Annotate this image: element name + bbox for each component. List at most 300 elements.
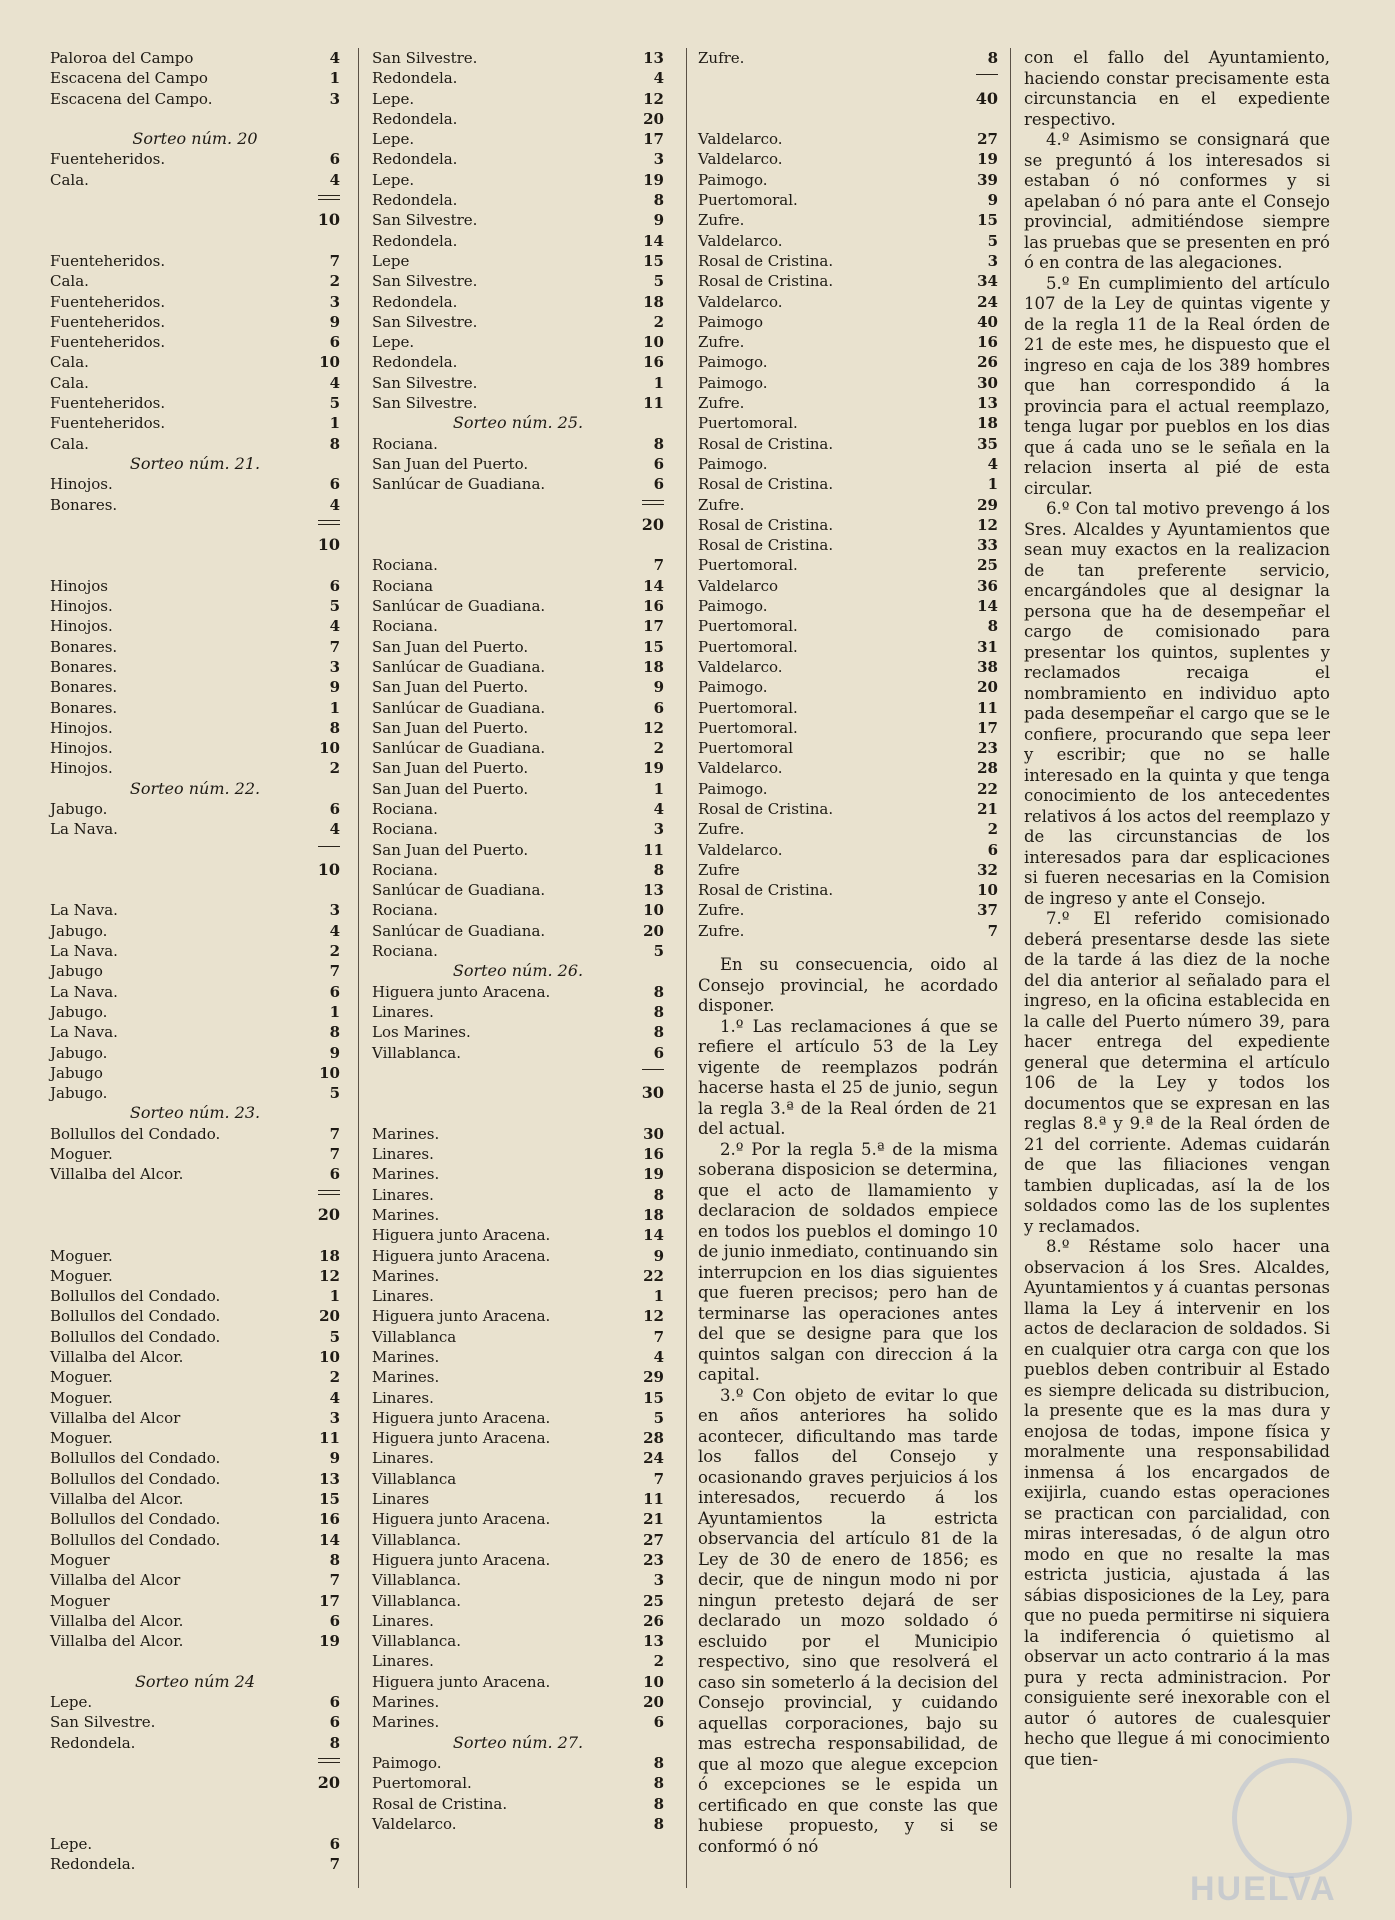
list-item xyxy=(372,434,664,454)
draw-heading: Sorteo núm. 27. xyxy=(452,1732,584,1752)
lot-number: 7 xyxy=(329,1571,340,1590)
list-item xyxy=(372,718,664,738)
lot-number: 5 xyxy=(653,1408,664,1427)
list-item xyxy=(50,1347,340,1367)
town-name: Rosal de Cristina. xyxy=(698,799,834,818)
list-item xyxy=(372,799,664,819)
lot-number: 9 xyxy=(329,1043,340,1062)
town-name: Villalba del Alcor. xyxy=(50,1611,184,1630)
lot-number: 8 xyxy=(653,1002,664,1021)
column-divider xyxy=(358,48,359,1888)
paragraph: 4.º Asimismo se consignará que se preguntó á los interesados si estaban ó nó conformes y si apelaban ó nó para ante el Consejo provincial, admitiéndose siempre las pruebas que se presenten en pró ó en contra de las alegaciones. xyxy=(1024,130,1330,272)
lot-number: 31 xyxy=(977,637,998,656)
list-item xyxy=(698,799,998,819)
lot-number: 5 xyxy=(653,272,664,291)
town-name: Sanlúcar de Guadiana. xyxy=(372,657,546,676)
spacer xyxy=(50,109,340,129)
lot-number: 4 xyxy=(653,1348,664,1366)
lot-number: 7 xyxy=(329,1855,340,1874)
town-name: Villablanca. xyxy=(372,1043,462,1062)
town-name: La Nava. xyxy=(50,982,118,1001)
town-name: Los Marines. xyxy=(372,1023,471,1042)
list-item xyxy=(372,677,664,697)
lot-number: 6 xyxy=(329,475,340,494)
list-item xyxy=(372,1489,664,1509)
lot-number: 3 xyxy=(653,820,664,839)
list-item xyxy=(372,373,664,393)
draw-heading: Sorteo núm 24 xyxy=(134,1671,256,1691)
lot-number: 6 xyxy=(653,475,664,494)
lot-number: 4 xyxy=(329,820,340,839)
town-name: Villalba del Alcor. xyxy=(50,1632,184,1651)
town-name: Linares. xyxy=(372,1652,434,1671)
sum-rule xyxy=(50,190,340,210)
list-item xyxy=(698,698,998,718)
list-item xyxy=(50,1388,340,1408)
town-name: San Silvestre. xyxy=(372,373,478,392)
lot-number: 8 xyxy=(653,191,664,210)
lot-number: 1 xyxy=(653,373,664,392)
lot-number: 20 xyxy=(643,921,664,940)
town-name: Rociana. xyxy=(372,434,438,453)
list-item xyxy=(50,1022,340,1042)
lot-number: 8 xyxy=(653,860,664,879)
lot-number: 30 xyxy=(643,1124,664,1143)
lot-number: 7 xyxy=(329,962,340,981)
town-name: Linares xyxy=(372,1490,430,1509)
list-item xyxy=(372,1286,664,1306)
town-name: Moguer xyxy=(50,1591,110,1610)
lot-number: 9 xyxy=(329,678,340,697)
town-name: Rociana. xyxy=(372,820,438,839)
lot-number: 16 xyxy=(977,333,998,352)
town-name: Hinojos. xyxy=(50,617,113,636)
lot-number: 8 xyxy=(653,1185,664,1204)
list-item xyxy=(50,900,340,920)
list-item xyxy=(698,880,998,900)
lot-number: 20 xyxy=(319,1307,340,1326)
town-name: Paimogo. xyxy=(698,170,768,189)
list-item xyxy=(372,576,664,596)
lot-number: 2 xyxy=(987,820,998,839)
lot-number: 4 xyxy=(653,69,664,88)
lot-number: 10 xyxy=(977,881,998,900)
town-name: Moguer. xyxy=(50,1145,113,1164)
list-item xyxy=(372,393,664,413)
list-item xyxy=(698,657,998,677)
lot-number: 6 xyxy=(653,698,664,717)
town-name: Villablanca. xyxy=(372,1571,462,1590)
list-item xyxy=(50,1550,340,1570)
town-name: San Silvestre. xyxy=(372,49,478,67)
lot-number: 16 xyxy=(643,597,664,616)
town-name: Sanlúcar de Guadiana. xyxy=(372,739,546,758)
lot-number: 8 xyxy=(987,49,998,67)
town-name: Puertomoral. xyxy=(698,414,798,433)
lot-number: 13 xyxy=(643,49,664,67)
lot-number: 18 xyxy=(643,292,664,311)
total-value: 20 xyxy=(641,514,664,534)
lot-number: 9 xyxy=(329,1449,340,1468)
town-name: San Silvestre. xyxy=(372,211,478,230)
lot-number: 5 xyxy=(329,394,340,413)
lot-number: 18 xyxy=(977,414,998,433)
town-name: Hinojos. xyxy=(50,759,113,778)
town-name: Zufre. xyxy=(698,820,745,839)
town-name: Moguer. xyxy=(50,1246,113,1265)
list-item xyxy=(50,1611,340,1631)
list-item xyxy=(372,1530,664,1550)
town-name: Jabugo. xyxy=(50,1043,108,1062)
list-item xyxy=(50,312,340,332)
lot-number: 5 xyxy=(653,942,664,961)
lot-number: 5 xyxy=(329,1084,340,1103)
list-item xyxy=(698,718,998,738)
town-name: Valdelarco. xyxy=(698,150,783,169)
town-name: Marines. xyxy=(372,1713,440,1732)
list-item xyxy=(50,1448,340,1468)
sum-rule-mark xyxy=(318,840,340,860)
list-item xyxy=(372,231,664,251)
paragraph: 3.º Con objeto de evitar lo que en años anteriores ha solido acontecer, dificultando mas tarde los fallos del Consejo y ocasionando graves perjuicios á los interesados, recuerdo á los Ayuntamientos la estricta observancia del artículo 81 de la Ley de 30 de enero de 1856; es decir, que de ningun modo ni por ningun pretesto dejará de ser declarado un mozo soldado ó escluido por el Municipio respectivo, sino que resolverá el caso sin someterlo á la decision del Consejo provincial, y cuidando aquellas corporaciones, bajo su mas estrecha responsabilidad, de que al mozo que alegue excepcion ó excepciones se le espida un certificado en que conste las que hubiese propuesto, y si se conformó ó nó xyxy=(698,1385,998,1856)
list-item xyxy=(372,68,664,88)
draw-heading: Sorteo núm. 22. xyxy=(129,778,261,798)
lot-number: 27 xyxy=(977,130,998,149)
spacer xyxy=(698,109,998,129)
lot-number: 26 xyxy=(977,353,998,372)
town-name: Rociana. xyxy=(372,901,438,920)
list-item xyxy=(50,1043,340,1063)
lot-number: 28 xyxy=(643,1429,664,1448)
town-name: Paimogo. xyxy=(698,779,768,798)
sum-rule xyxy=(50,1185,340,1205)
town-name: Rociana. xyxy=(372,942,438,961)
list-item xyxy=(372,738,664,758)
lot-number: 21 xyxy=(977,799,998,818)
town-name: Higuera junto Aracena. xyxy=(372,1672,551,1691)
list-item xyxy=(50,1083,340,1103)
list-item xyxy=(698,677,998,697)
lot-number: 20 xyxy=(977,678,998,697)
lot-number: 37 xyxy=(977,901,998,920)
list-item xyxy=(372,1164,664,1184)
town-name: Zufre. xyxy=(698,211,745,230)
town-name: Valdelarco xyxy=(698,576,779,595)
list-item xyxy=(50,332,340,352)
town-name: Valdelarco. xyxy=(698,130,783,149)
list-item xyxy=(50,474,340,494)
town-name: Jabugo xyxy=(50,1063,103,1082)
lot-number: 33 xyxy=(977,536,998,555)
lot-number: 17 xyxy=(977,718,998,737)
town-name: Puertomoral. xyxy=(698,718,798,737)
town-name: Villablanca. xyxy=(372,1530,462,1549)
list-item xyxy=(50,738,340,758)
lot-number: 16 xyxy=(643,353,664,372)
town-name: Higuera junto Aracena. xyxy=(372,1550,551,1569)
lot-number: 8 xyxy=(653,982,664,1001)
list-item xyxy=(372,1651,664,1671)
spacer xyxy=(50,231,340,251)
lot-number: 6 xyxy=(329,1165,340,1184)
list-item xyxy=(50,819,340,839)
lot-number: 8 xyxy=(653,1794,664,1813)
list-item xyxy=(50,1266,340,1286)
paragraph: 2.º Por la regla 5.ª de la misma soberana disposicion se determina, que el acto de llamamiento y declaracion de soldados empiece en todos los pueblos el domingo 10 de junio inmediato, continuando sin interrupcion en los dias siguientes que fueren precisos; pero han de terminarse las operaciones antes del que se designe para que los quintos salgan con direccion á la capital. xyxy=(698,1139,998,1385)
town-name: Villalba del Alcor xyxy=(50,1571,181,1590)
town-name: Bollullos del Condado. xyxy=(50,1287,221,1306)
list-item xyxy=(372,251,664,271)
lot-number: 1 xyxy=(329,1002,340,1021)
draw-heading: Sorteo núm. 23. xyxy=(129,1103,261,1123)
town-name: Redondela. xyxy=(372,69,458,88)
paragraph: 5.º En cumplimiento del artículo 107 de la Ley de quintas vigente y de la regla 11 de la Real órden de 21 de este mes, he dispuesto que el ingreso en caja de los 389 hombres que han correspondido á la provincia para el actual reemplazo, tenga lugar por pueblos en los dias que á cada uno se le señala en la relacion inserta al pié de esta circular. xyxy=(1024,273,1330,498)
list-item xyxy=(50,1591,340,1611)
list-item xyxy=(698,149,998,169)
column-divider xyxy=(1010,48,1011,1888)
list-item xyxy=(50,1246,340,1266)
list-item xyxy=(372,292,664,312)
list-item xyxy=(50,1327,340,1347)
lot-number: 6 xyxy=(653,454,664,473)
total-row xyxy=(50,535,340,555)
town-name: Jabugo. xyxy=(50,1084,108,1103)
lot-number: 14 xyxy=(977,597,998,616)
list-item xyxy=(372,1144,664,1164)
list-item xyxy=(698,434,998,454)
list-item xyxy=(372,758,664,778)
lot-number: 6 xyxy=(653,1043,664,1062)
draw-heading: Sorteo núm. 26. xyxy=(452,961,584,981)
lot-number: 6 xyxy=(329,1693,340,1712)
lot-number: 36 xyxy=(977,576,998,595)
town-name: Rociana. xyxy=(372,617,438,636)
list-item xyxy=(372,1327,664,1347)
town-name: Bonares. xyxy=(50,698,118,717)
town-name: Paimogo. xyxy=(698,353,768,372)
town-name: Jabugo. xyxy=(50,1002,108,1021)
town-name: Rosal de Cristina. xyxy=(698,272,834,291)
town-name: Bonares. xyxy=(50,657,118,676)
town-name: Redondela. xyxy=(50,1733,136,1752)
town-name: Marines. xyxy=(372,1205,440,1224)
town-name: Lepe. xyxy=(50,1835,93,1854)
lot-number: 5 xyxy=(987,231,998,250)
lot-number: 7 xyxy=(329,1145,340,1164)
lot-number: 7 xyxy=(653,556,664,575)
list-item xyxy=(698,352,998,372)
lot-number: 13 xyxy=(977,394,998,413)
lot-number: 19 xyxy=(643,170,664,189)
list-item xyxy=(372,555,664,575)
lot-number: 30 xyxy=(977,373,998,392)
total-row xyxy=(50,1205,340,1225)
list-item xyxy=(698,535,998,555)
town-name: Marines. xyxy=(372,1266,440,1285)
list-item xyxy=(50,89,340,109)
town-name: San Juan del Puerto. xyxy=(372,759,529,778)
lot-number: 3 xyxy=(329,901,340,920)
list-item xyxy=(372,109,664,129)
lot-number: 12 xyxy=(319,1266,340,1285)
total-value: 10 xyxy=(317,210,340,230)
list-item xyxy=(698,921,998,941)
lot-number: 4 xyxy=(329,617,340,636)
town-name: Linares. xyxy=(372,1449,434,1468)
list-item xyxy=(698,900,998,920)
town-name: Fuenteheridos. xyxy=(50,333,166,352)
lot-number: 38 xyxy=(977,657,998,676)
town-name: San Silvestre. xyxy=(50,1713,156,1732)
town-name: Rosal de Cristina. xyxy=(698,475,834,494)
town-name: Zufre. xyxy=(698,49,745,67)
town-name: Higuera junto Aracena. xyxy=(372,1226,551,1245)
list-item xyxy=(50,677,340,697)
draw-heading: Sorteo núm. 25. xyxy=(452,413,584,433)
list-item xyxy=(50,251,340,271)
lot-number: 17 xyxy=(643,617,664,636)
list-item xyxy=(50,1834,340,1854)
lot-number: 9 xyxy=(329,312,340,331)
sum-rule xyxy=(50,515,340,535)
lot-number: 1 xyxy=(329,69,340,88)
town-name: Hinojos. xyxy=(50,475,113,494)
list-item xyxy=(372,1631,664,1651)
list-item xyxy=(50,373,340,393)
list-item xyxy=(50,1063,340,1083)
list-item xyxy=(698,495,998,515)
town-name: Lepe. xyxy=(372,130,415,149)
circular-text-part-1 xyxy=(698,955,998,1857)
paragraph: con el fallo del Ayuntamiento, haciendo constar precisamente esta circunstancia en el expediente respectivo. xyxy=(1024,48,1330,129)
list-item xyxy=(372,900,664,920)
lot-number: 14 xyxy=(643,231,664,250)
town-name: Paimogo. xyxy=(698,454,768,473)
town-name: Bollullos del Condado. xyxy=(50,1327,221,1346)
list-item xyxy=(372,1672,664,1692)
town-name: Bonares. xyxy=(50,678,118,697)
lot-number: 13 xyxy=(319,1469,340,1488)
list-item xyxy=(698,474,998,494)
sum-rule-mark xyxy=(642,1063,664,1083)
town-name: Lepe xyxy=(372,251,410,270)
list-item xyxy=(372,89,664,109)
list-item xyxy=(50,961,340,981)
lot-number: 26 xyxy=(643,1611,664,1630)
lot-number: 10 xyxy=(319,1063,340,1082)
town-name: La Nava. xyxy=(50,901,118,920)
list-item xyxy=(372,1611,664,1631)
spacer xyxy=(372,1103,664,1123)
total-row xyxy=(372,1083,664,1103)
town-name: Sanlúcar de Guadiana. xyxy=(372,597,546,616)
list-item xyxy=(372,129,664,149)
list-item xyxy=(372,1022,664,1042)
lot-number: 10 xyxy=(643,333,664,352)
lot-number: 12 xyxy=(643,89,664,108)
list-item xyxy=(698,454,998,474)
town-name: Redondela. xyxy=(372,231,458,250)
lot-number: 1 xyxy=(987,475,998,494)
town-name: Valdelarco. xyxy=(698,657,783,676)
list-item xyxy=(698,251,998,271)
town-name: La Nava. xyxy=(50,942,118,961)
town-name: San Juan del Puerto. xyxy=(372,678,529,697)
list-item xyxy=(372,1591,664,1611)
town-name: Sanlúcar de Guadiana. xyxy=(372,475,546,494)
town-name: Redondela. xyxy=(372,292,458,311)
list-item xyxy=(372,454,664,474)
town-name: Fuenteheridos. xyxy=(50,292,166,311)
total-row xyxy=(50,860,340,880)
list-item xyxy=(50,941,340,961)
lottery-list-column-1 xyxy=(50,48,340,1875)
lottery-list-column-2 xyxy=(372,48,664,1834)
list-item xyxy=(698,373,998,393)
list-item xyxy=(50,68,340,88)
list-item xyxy=(372,921,664,941)
lot-number: 6 xyxy=(329,333,340,352)
lot-number: 9 xyxy=(653,1246,664,1265)
list-item xyxy=(698,231,998,251)
list-item xyxy=(698,576,998,596)
list-item xyxy=(50,1530,340,1550)
town-name: Villablanca xyxy=(372,1327,457,1346)
town-name: Sanlúcar de Guadiana. xyxy=(372,881,546,900)
town-name: Redondela. xyxy=(372,150,458,169)
total-row xyxy=(50,1773,340,1793)
spacer xyxy=(50,880,340,900)
lot-number: 13 xyxy=(643,881,664,900)
lot-number: 16 xyxy=(319,1510,340,1529)
lot-number: 9 xyxy=(653,678,664,697)
town-name: Moguer. xyxy=(50,1368,113,1387)
list-item xyxy=(50,1854,340,1874)
lot-number: 4 xyxy=(653,799,664,818)
list-item xyxy=(50,1489,340,1509)
lot-number: 1 xyxy=(653,779,664,798)
lot-number: 27 xyxy=(643,1530,664,1549)
town-name: Puertomoral. xyxy=(698,191,798,210)
list-item xyxy=(372,1814,664,1834)
list-item xyxy=(50,271,340,291)
list-item xyxy=(50,170,340,190)
list-item xyxy=(372,616,664,636)
town-name: Jabugo xyxy=(50,962,103,981)
town-name: Zufre. xyxy=(698,333,745,352)
lot-number: 15 xyxy=(643,251,664,270)
town-name: Higuera junto Aracena. xyxy=(372,1307,551,1326)
lot-number: 2 xyxy=(653,739,664,758)
lot-number: 1 xyxy=(329,698,340,717)
town-name: Redondela. xyxy=(50,1855,136,1874)
list-item xyxy=(372,474,664,494)
lot-number: 15 xyxy=(977,211,998,230)
list-item xyxy=(50,637,340,657)
town-name: San Juan del Puerto. xyxy=(372,637,529,656)
list-item xyxy=(698,637,998,657)
town-name: Paimogo. xyxy=(698,597,768,616)
lot-number: 20 xyxy=(643,109,664,128)
lot-number: 10 xyxy=(319,739,340,758)
list-item xyxy=(50,1712,340,1732)
lot-number: 19 xyxy=(643,759,664,778)
lot-number: 21 xyxy=(643,1510,664,1529)
list-item xyxy=(372,941,664,961)
lot-number: 18 xyxy=(319,1246,340,1265)
total-value: 20 xyxy=(317,1773,340,1793)
spacer xyxy=(50,1794,340,1814)
